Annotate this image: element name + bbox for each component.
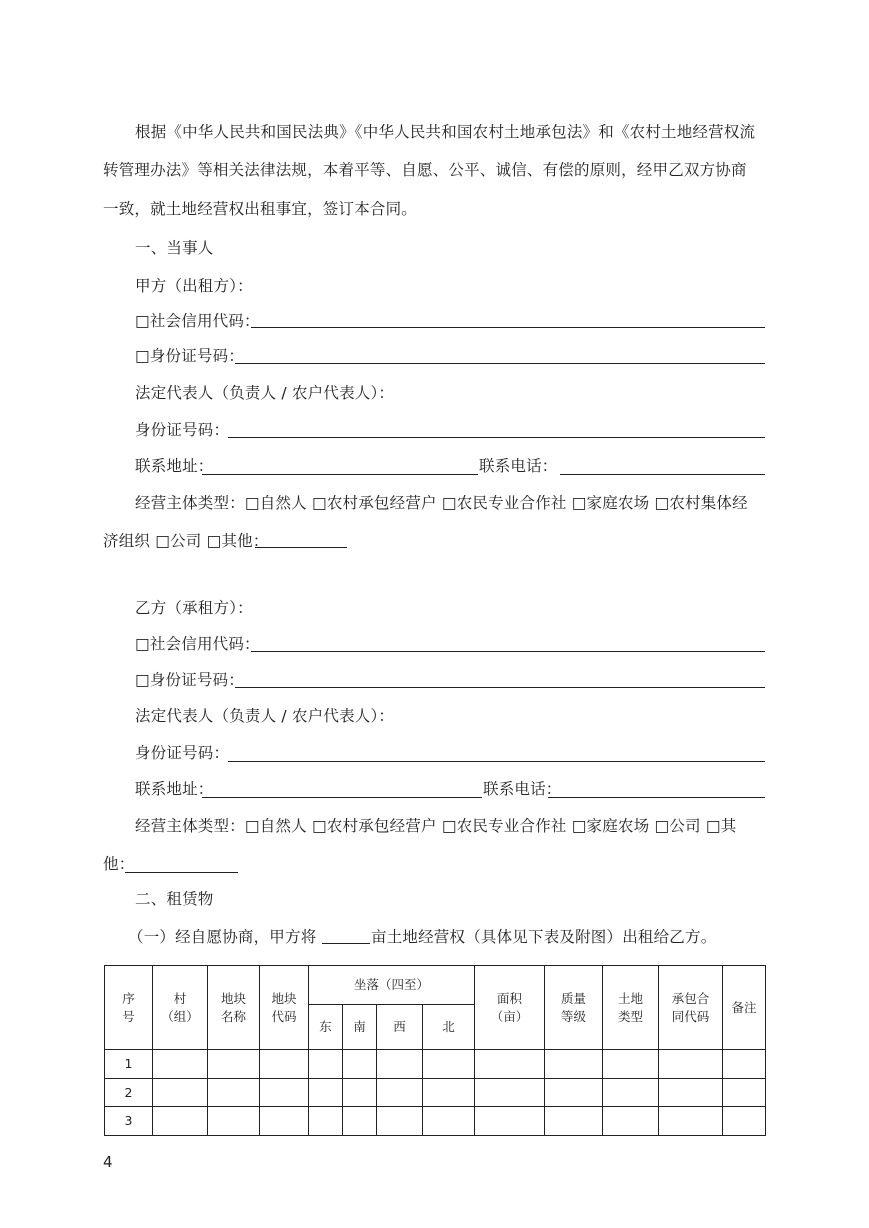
clause-1-before: （一）经自愿协商，甲方将 (128, 928, 317, 946)
party-a-entity-type-line-1: 经营主体类型：□自然人 □农村承包经营户 □农民专业合作社 □家庭农场 □农村集体经 (135, 494, 748, 512)
party-b-rep-id-field[interactable] (228, 761, 765, 762)
table-cell[interactable] (309, 1079, 343, 1107)
party-a-rep-id-field[interactable] (228, 437, 765, 438)
party-a-legal-rep-label: 法定代表人（负责人 / 农户代表人）： (135, 384, 395, 402)
table-cell[interactable] (153, 1107, 208, 1136)
party-a-credit-code-field[interactable] (251, 327, 765, 328)
header-village: 村 （组） (153, 966, 208, 1050)
party-b-credit-code-label: □社会信用代码： (135, 635, 260, 653)
party-b-phone-field[interactable] (548, 797, 765, 798)
header-remarks: 备注 (723, 966, 766, 1050)
table-cell[interactable] (343, 1079, 377, 1107)
party-a-credit-code-label: □社会信用代码： (135, 312, 260, 330)
table-cell[interactable] (208, 1079, 260, 1107)
table-cell[interactable] (423, 1079, 475, 1107)
party-a-id-number-field[interactable] (235, 363, 765, 364)
header-east: 东 (309, 1005, 343, 1050)
table-cell[interactable] (377, 1050, 423, 1079)
table-cell[interactable] (208, 1107, 260, 1136)
party-b-id-number-label: □身份证号码： (135, 671, 245, 689)
header-seq: 序 号 (105, 966, 153, 1050)
table-cell[interactable] (153, 1050, 208, 1079)
header-land-type: 土地 类型 (603, 966, 659, 1050)
section-1-heading: 一、当事人 (135, 239, 214, 257)
party-b-id-number-field[interactable] (235, 687, 765, 688)
table-cell[interactable] (423, 1107, 475, 1136)
table-cell[interactable] (603, 1079, 659, 1107)
preamble-line-1: 根据《中华人民共和国民法典》《中华人民共和国农村土地承包法》和《农村土地经营权流 (135, 123, 756, 141)
party-b-entity-type-line-1: 经营主体类型：□自然人 □农村承包经营户 □农民专业合作社 □家庭农场 □公司 □其 (135, 817, 737, 835)
party-a-rep-id-label: 身份证号码： (135, 421, 230, 439)
header-west: 西 (377, 1005, 423, 1050)
party-a-address-field[interactable] (202, 474, 478, 475)
table-cell[interactable] (545, 1050, 603, 1079)
clause-1-area-field[interactable] (322, 943, 370, 944)
table-cell[interactable] (475, 1107, 545, 1136)
table-cell[interactable] (723, 1050, 766, 1079)
header-plot-code: 地块 代码 (260, 966, 309, 1050)
header-south: 南 (343, 1005, 377, 1050)
party-b-phone-label: 联系电话： (483, 780, 562, 798)
party-a-phone-label: 联系电话： (479, 457, 558, 475)
table-cell[interactable] (377, 1079, 423, 1107)
party-a-phone-field[interactable] (560, 474, 765, 475)
party-b-credit-code-field[interactable] (251, 651, 765, 652)
table-cell[interactable] (475, 1079, 545, 1107)
table-cell[interactable] (260, 1050, 309, 1079)
table-cell[interactable] (603, 1107, 659, 1136)
table-cell[interactable] (423, 1050, 475, 1079)
table-cell[interactable] (260, 1079, 309, 1107)
table-cell[interactable] (659, 1107, 723, 1136)
table-cell[interactable] (377, 1107, 423, 1136)
party-a-entity-type-line-2: 济组织 □公司 □其他： (103, 532, 269, 550)
table-cell[interactable] (343, 1107, 377, 1136)
party-b-rep-id-label: 身份证号码： (135, 744, 230, 762)
party-a-address-label: 联系地址： (135, 457, 214, 475)
section-2-heading: 二、租赁物 (135, 890, 214, 908)
table-cell[interactable] (260, 1107, 309, 1136)
row-seq: 1 (105, 1050, 153, 1079)
table-cell[interactable] (545, 1079, 603, 1107)
table-cell[interactable] (545, 1107, 603, 1136)
row-seq: 2 (105, 1079, 153, 1107)
table-row (105, 1050, 766, 1079)
party-a-other-field[interactable] (255, 547, 347, 548)
header-contract-code: 承包合 同代码 (659, 966, 723, 1050)
table-cell[interactable] (659, 1050, 723, 1079)
header-north: 北 (423, 1005, 475, 1050)
header-location: 坐落（四至） (309, 966, 475, 1005)
row-seq: 3 (105, 1107, 153, 1136)
table-cell[interactable] (659, 1079, 723, 1107)
page-number: 4 (103, 1153, 113, 1171)
table-cell[interactable] (343, 1050, 377, 1079)
table-cell[interactable] (153, 1079, 208, 1107)
table-cell[interactable] (603, 1050, 659, 1079)
table-cell[interactable] (475, 1050, 545, 1079)
table-cell[interactable] (723, 1079, 766, 1107)
table-cell[interactable] (723, 1107, 766, 1136)
header-quality: 质量 等级 (545, 966, 603, 1050)
table-cell[interactable] (309, 1050, 343, 1079)
clause-1-after: 亩土地经营权（具体见下表及附图）出租给乙方。 (371, 928, 717, 946)
header-plot-name: 地块 名称 (208, 966, 260, 1050)
land-table (104, 965, 766, 1136)
party-b-other-field[interactable] (125, 872, 238, 873)
table-cell[interactable] (309, 1107, 343, 1136)
party-b-title: 乙方（承租方）： (135, 599, 253, 617)
preamble-line-3: 一致，就土地经营权出租事宜，签订本合同。 (103, 200, 418, 218)
party-a-id-number-label: □身份证号码： (135, 347, 245, 365)
party-b-address-label: 联系地址： (135, 780, 214, 798)
header-area: 面积 （亩） (475, 966, 545, 1050)
party-a-title: 甲方（出租方）： (135, 277, 253, 295)
table-row (105, 1079, 766, 1107)
party-b-entity-type-line-2: 他： (103, 855, 135, 873)
preamble-line-2: 转管理办法》等相关法律法规，本着平等、自愿、公平、诚信、有偿的原则，经甲乙双方协商 (103, 161, 747, 179)
party-b-address-field[interactable] (202, 797, 482, 798)
table-row (105, 1107, 766, 1136)
table-cell[interactable] (208, 1050, 260, 1079)
party-b-legal-rep-label: 法定代表人（负责人 / 农户代表人）： (135, 707, 395, 725)
